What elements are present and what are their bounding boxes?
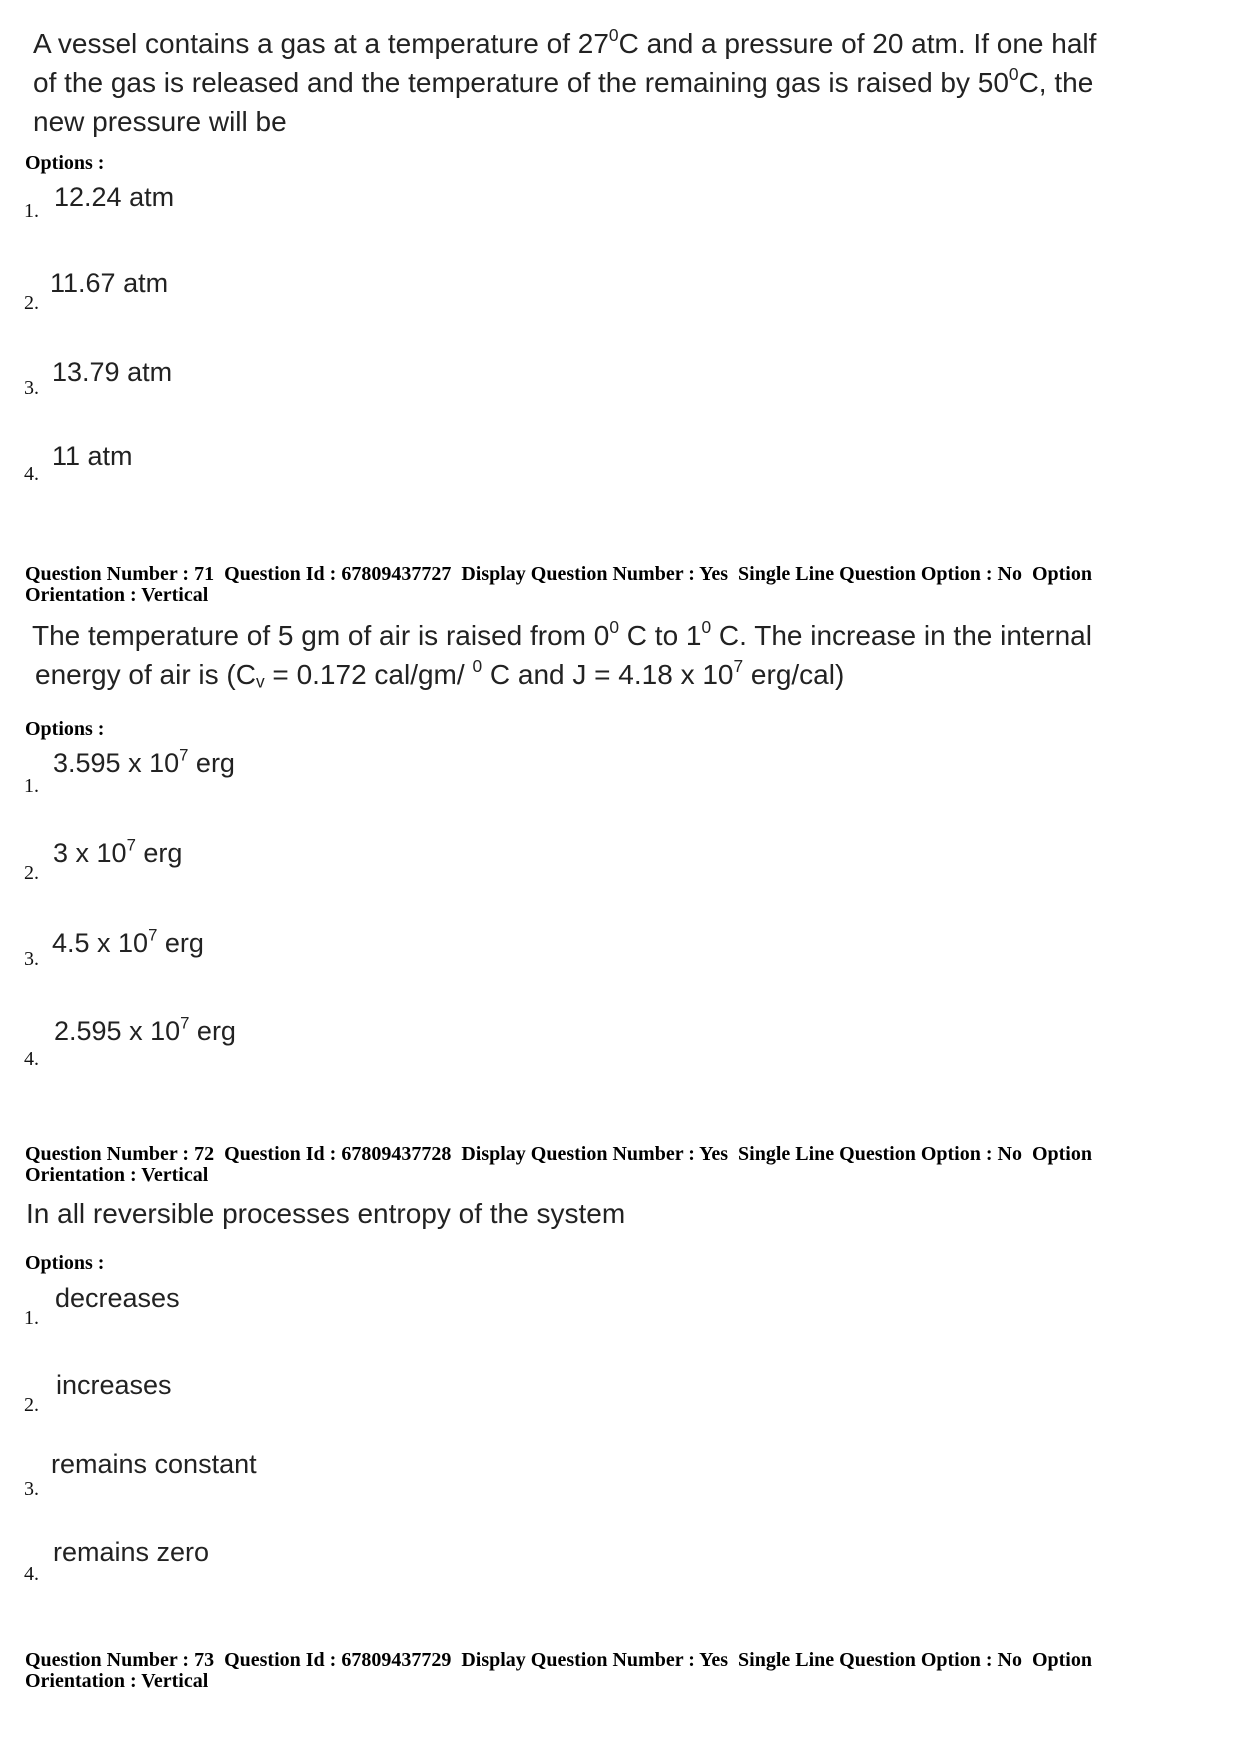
option-number: 3. (24, 377, 39, 399)
option-1-text[interactable]: 12.24 atm (54, 182, 175, 212)
option-number: 4. (24, 1563, 39, 1585)
option-4-text[interactable]: remains zero (53, 1537, 210, 1567)
option-3-text[interactable]: remains constant (51, 1449, 257, 1479)
options-label: Options : (25, 1252, 105, 1274)
option-number: 1. (24, 1307, 39, 1329)
question-70-text (33, 24, 1096, 141)
question-70-line-1: A vessel contains a gas at a temperature of $27^0C$ and a pressure of 20 atm. If one half (33, 24, 1097, 59)
option-4-text[interactable]: 2.595 x $10^7$ erg (54, 1013, 236, 1046)
option-number: 1. (24, 200, 39, 222)
option-number: 3. (24, 1478, 39, 1500)
question-71-line-1: The temperature of 5 gm of air is raised from $0^0$ C to $1^0$ C. The increase in the internal (32, 616, 1092, 651)
options-label: Options : (25, 718, 105, 740)
option-2-text[interactable]: 11.67 atm (50, 268, 169, 298)
option-number: 3. (24, 948, 39, 970)
question-72-metadata: Question Number : 72 Question Id : 67809437728 Display Question Number : Yes Single Line Question Option : No Option Orientation : Vertical (25, 1143, 1092, 1186)
option-number: 2. (24, 292, 39, 314)
option-3-text[interactable]: 4.5 x $10^7$ erg (52, 925, 204, 958)
options-label: Options : (25, 152, 105, 174)
option-number: 2. (24, 862, 39, 884)
option-3-text[interactable]: 13.79 atm (52, 357, 173, 387)
option-1-text[interactable]: decreases (55, 1283, 180, 1313)
question-71-line-2: energy of air is ($C_v = 0.172$ cal/gm/ $^0$ C and J = 4.18 x $10^7$ erg/cal) (35, 655, 845, 692)
option-number: 4. (24, 1048, 39, 1070)
option-2-text[interactable]: 3 x $10^7$ erg (53, 835, 183, 868)
question-71-text (32, 616, 1092, 694)
option-number: 1. (24, 775, 39, 797)
question-72-text: In all reversible processes entropy of the system (26, 1198, 626, 1229)
option-4-text[interactable]: 11 atm (52, 441, 133, 471)
option-1-text[interactable]: 3.595 x $10^7$ erg (53, 745, 235, 778)
option-number: 4. (24, 463, 39, 485)
question-70-line-3: new pressure will be (33, 106, 287, 137)
option-2-text[interactable]: increases (56, 1370, 172, 1400)
option-number: 2. (24, 1394, 39, 1416)
question-73-metadata: Question Number : 73 Question Id : 67809437729 Display Question Number : Yes Single Line Question Option : No Option Orientation : Vertical (25, 1649, 1092, 1692)
question-71-metadata: Question Number : 71 Question Id : 67809437727 Display Question Number : Yes Single Line Question Option : No Option Orientation : Vertical (25, 563, 1092, 606)
question-70-line-2: of the gas is released and the temperature of the remaining gas is raised by $50^0C$, the (33, 63, 1094, 98)
